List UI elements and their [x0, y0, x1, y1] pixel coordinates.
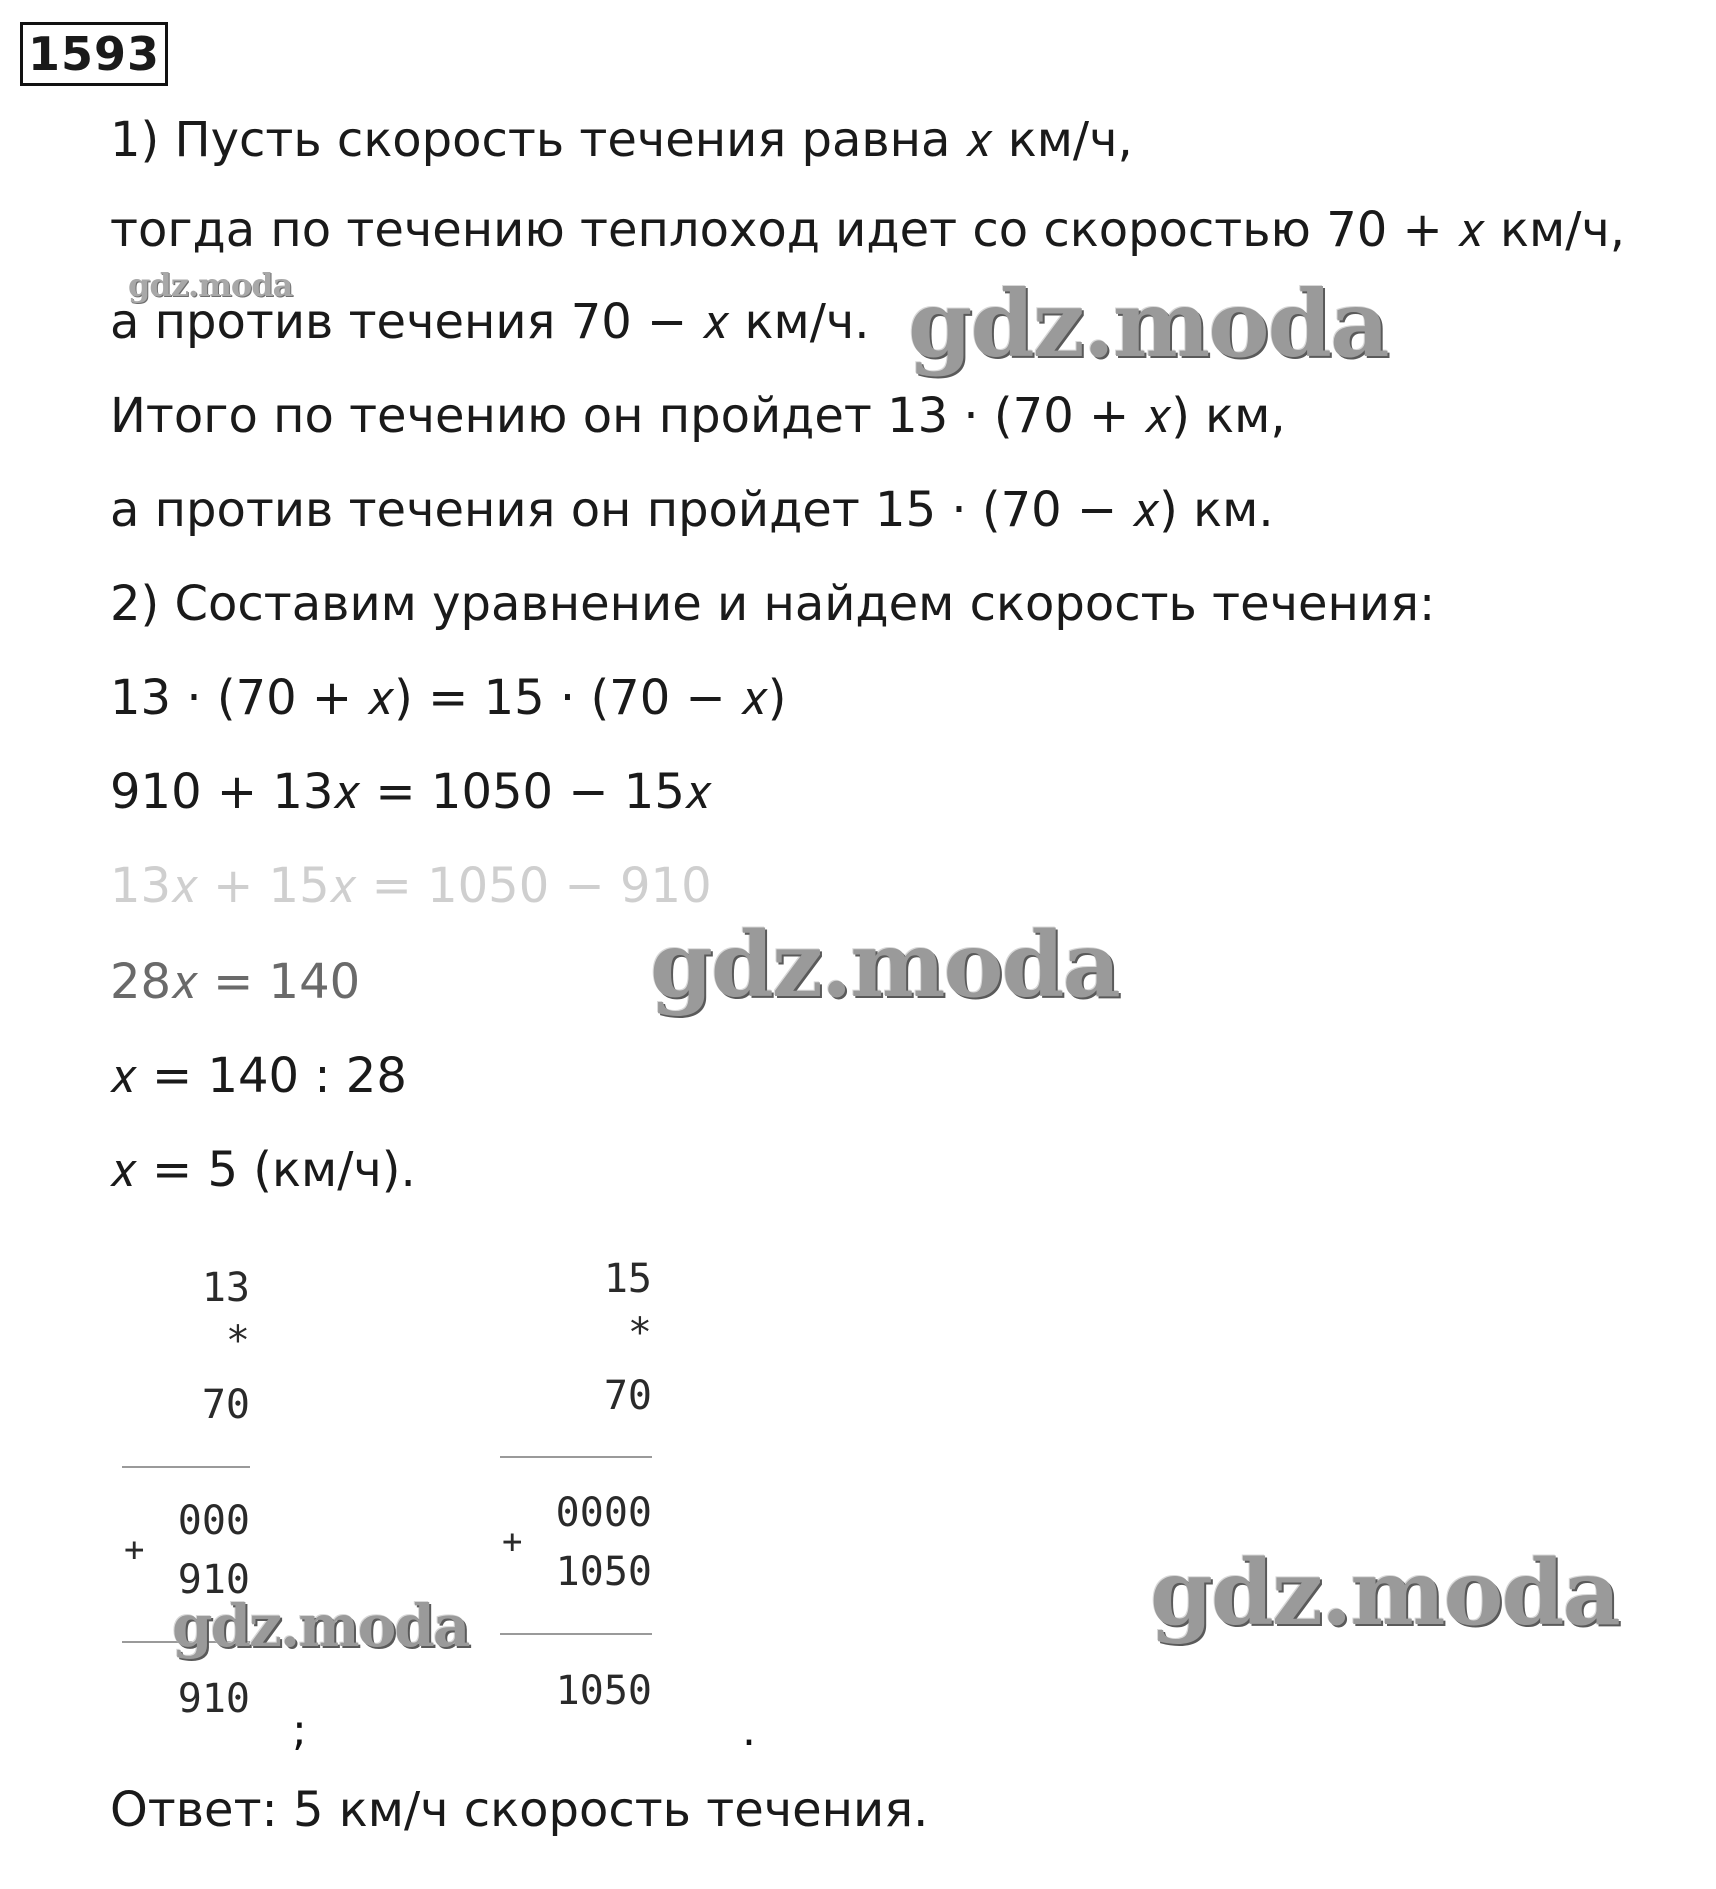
calc2-rule-top: [500, 1456, 652, 1458]
calc2-result: 1050: [555, 1668, 652, 1714]
watermark-middle: gdz.moda: [650, 912, 1119, 1018]
calc1-factor-b: 70: [201, 1382, 250, 1428]
equation-line-1: 13 · (70 + 𝑥) = 15 · (70 − 𝑥): [110, 670, 787, 726]
calc2-partial-1: 0000: [555, 1490, 652, 1536]
calc1-plus: +: [124, 1530, 145, 1570]
calc1-operator: *: [225, 1318, 250, 1364]
text-line-1: 1) Пусть скорость течения равна 𝑥 км/ч,: [110, 112, 1133, 168]
equation-line-2: 910 + 13𝑥 = 1050 − 15𝑥: [110, 764, 712, 820]
calc1-partial-2: 910: [177, 1557, 250, 1603]
answer-line: Ответ: 5 км/ч скорость течения.: [110, 1782, 929, 1838]
calc2-plus: +: [502, 1522, 523, 1562]
calc2-end-mark: .: [742, 1705, 756, 1756]
calc2-factor-a: 15: [603, 1256, 652, 1302]
watermark-calc: gdz.moda: [172, 1592, 469, 1660]
calc1-rule-top: [122, 1466, 250, 1468]
problem-number: 1593: [20, 22, 168, 86]
calc2-partial-2: 1050: [555, 1549, 652, 1595]
text-line-3: а против течения 70 − 𝑥 км/ч.: [110, 294, 870, 350]
calc1-partial-1: 000: [177, 1498, 250, 1544]
equation-line-4: 28𝑥 = 140: [110, 954, 361, 1010]
equation-line-6: 𝑥 = 5 (км/ч).: [110, 1142, 416, 1198]
text-line-4: Итого по течению он пройдет 13 · (70 + 𝑥) км,: [110, 388, 1286, 444]
calc2-rule-bottom: [500, 1633, 652, 1635]
text-line-6: 2) Составим уравнение и найдем скорость течения:: [110, 576, 1436, 632]
watermark-top: gdz.moda: [908, 270, 1388, 378]
equation-line-5: 𝑥 = 140 : 28: [110, 1048, 407, 1104]
watermark-bottom-right: gdz.moda: [1150, 1540, 1619, 1646]
calc1-result: 910: [177, 1676, 250, 1722]
calc2-factor-b: 70: [603, 1373, 652, 1419]
watermark-small-top: gdz.moda: [128, 266, 293, 304]
text-line-5: а против течения он пройдет 15 · (70 − 𝑥) км.: [110, 482, 1274, 538]
calc1-end-mark: ;: [292, 1705, 307, 1756]
text-line-2: тогда по течению теплоход идет со скоростью 70 + 𝑥 км/ч,: [110, 202, 1626, 258]
equation-line-3: 13𝑥 + 15𝑥 = 1050 − 910: [110, 858, 712, 914]
calc1-factor-a: 13: [201, 1265, 250, 1311]
calc2-operator: *: [627, 1310, 652, 1356]
